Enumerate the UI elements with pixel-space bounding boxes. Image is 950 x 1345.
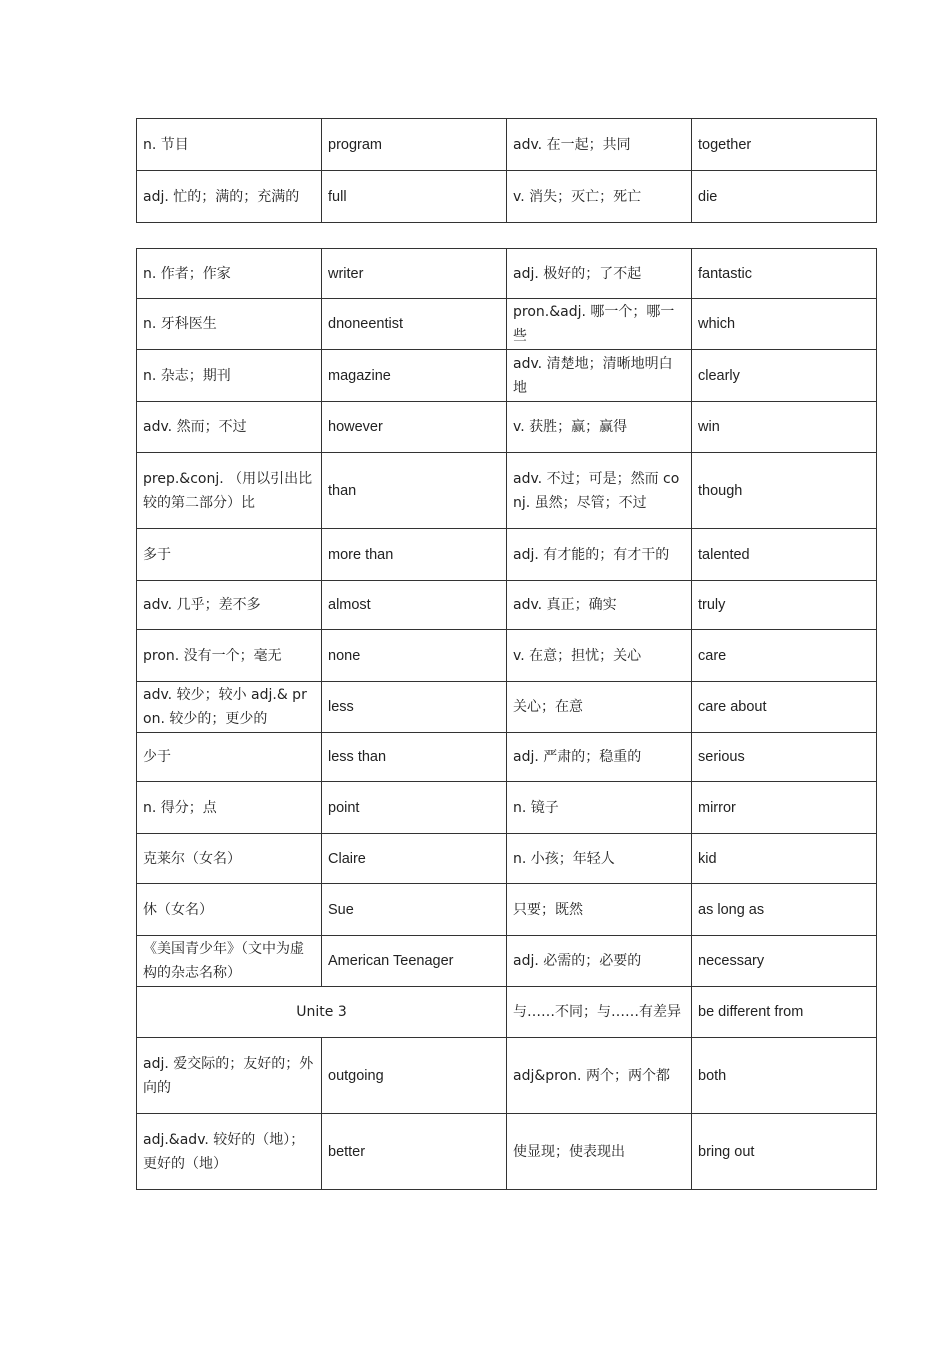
unit-heading-cell: Unite 3 — [137, 987, 507, 1038]
chinese-meaning-cell: adj. 严肃的；稳重的 — [507, 733, 692, 782]
chinese-meaning-cell: n. 杂志；期刊 — [137, 350, 322, 402]
english-word-cell: magazine — [322, 350, 507, 402]
english-word-cell: talented — [692, 529, 877, 581]
english-word-cell: better — [322, 1114, 507, 1190]
english-word-cell: less — [322, 682, 507, 733]
vocab-table-2 — [136, 248, 877, 1190]
chinese-meaning-cell: 使显现；使表现出 — [507, 1114, 692, 1190]
vocab-table-1 — [136, 118, 877, 223]
chinese-meaning-cell: 克莱尔（女名） — [137, 834, 322, 884]
table-row — [137, 782, 877, 834]
english-word-cell: outgoing — [322, 1038, 507, 1114]
english-word-cell: dnoneentist — [322, 299, 507, 350]
table-row — [137, 171, 877, 223]
chinese-meaning-cell: adv. 在一起；共同 — [507, 119, 692, 171]
table-row — [137, 1038, 877, 1114]
english-word-cell: American Teenager — [322, 936, 507, 987]
english-word-cell: writer — [322, 249, 507, 299]
table-row — [137, 630, 877, 682]
english-word-cell: clearly — [692, 350, 877, 402]
table-row — [137, 249, 877, 299]
english-word-cell: however — [322, 402, 507, 453]
chinese-meaning-cell: 少于 — [137, 733, 322, 782]
english-word-cell: fantastic — [692, 249, 877, 299]
english-word-cell: less than — [322, 733, 507, 782]
english-word-cell: than — [322, 453, 507, 529]
chinese-meaning-cell: 只要；既然 — [507, 884, 692, 936]
chinese-meaning-cell: pron. 没有一个；毫无 — [137, 630, 322, 682]
english-word-cell: mirror — [692, 782, 877, 834]
chinese-meaning-cell: pron.&adj. 哪一个；哪一些 — [507, 299, 692, 350]
english-word-cell: be different from — [692, 987, 877, 1038]
english-word-cell: both — [692, 1038, 877, 1114]
chinese-meaning-cell: v. 消失；灭亡；死亡 — [507, 171, 692, 223]
english-word-cell: together — [692, 119, 877, 171]
chinese-meaning-cell: n. 牙科医生 — [137, 299, 322, 350]
english-word-cell: none — [322, 630, 507, 682]
english-word-cell: die — [692, 171, 877, 223]
chinese-meaning-cell: n. 节目 — [137, 119, 322, 171]
chinese-meaning-cell: 休（女名） — [137, 884, 322, 936]
table-row — [137, 884, 877, 936]
chinese-meaning-cell: adj. 忙的；满的；充满的 — [137, 171, 322, 223]
chinese-meaning-cell: 《美国青少年》（文中为虚构的杂志名称） — [137, 936, 322, 987]
table-row — [137, 402, 877, 453]
chinese-meaning-cell: adv. 然而；不过 — [137, 402, 322, 453]
chinese-meaning-cell: prep.&conj. （用以引出比较的第二部分）比 — [137, 453, 322, 529]
english-word-cell: as long as — [692, 884, 877, 936]
english-word-cell: care — [692, 630, 877, 682]
english-word-cell: almost — [322, 581, 507, 630]
english-word-cell: Claire — [322, 834, 507, 884]
table-row — [137, 581, 877, 630]
table-row — [137, 936, 877, 987]
english-word-cell: bring out — [692, 1114, 877, 1190]
chinese-meaning-cell: adv. 较少；较小 adj.& pron. 较少的；更少的 — [137, 682, 322, 733]
english-word-cell: full — [322, 171, 507, 223]
table-row — [137, 987, 877, 1038]
table-row — [137, 682, 877, 733]
chinese-meaning-cell: adv. 不过；可是；然而 conj. 虽然；尽管；不过 — [507, 453, 692, 529]
table-row — [137, 119, 877, 171]
table-row — [137, 733, 877, 782]
table-row — [137, 453, 877, 529]
english-word-cell: program — [322, 119, 507, 171]
english-word-cell: more than — [322, 529, 507, 581]
english-word-cell: serious — [692, 733, 877, 782]
chinese-meaning-cell: adj&pron. 两个；两个都 — [507, 1038, 692, 1114]
table-row — [137, 834, 877, 884]
english-word-cell: kid — [692, 834, 877, 884]
english-word-cell: which — [692, 299, 877, 350]
chinese-meaning-cell: adv. 几乎；差不多 — [137, 581, 322, 630]
chinese-meaning-cell: n. 作者；作家 — [137, 249, 322, 299]
english-word-cell: win — [692, 402, 877, 453]
chinese-meaning-cell: adj. 必需的；必要的 — [507, 936, 692, 987]
chinese-meaning-cell: adj. 爱交际的；友好的；外向的 — [137, 1038, 322, 1114]
chinese-meaning-cell: n. 镜子 — [507, 782, 692, 834]
chinese-meaning-cell: 多于 — [137, 529, 322, 581]
chinese-meaning-cell: adv. 清楚地；清晰地明白地 — [507, 350, 692, 402]
chinese-meaning-cell: 关心；在意 — [507, 682, 692, 733]
english-word-cell: Sue — [322, 884, 507, 936]
chinese-meaning-cell: adv. 真正；确实 — [507, 581, 692, 630]
english-word-cell: though — [692, 453, 877, 529]
chinese-meaning-cell: adj.&adv. 较好的（地）；更好的（地） — [137, 1114, 322, 1190]
chinese-meaning-cell: adj. 有才能的；有才干的 — [507, 529, 692, 581]
table-row — [137, 1114, 877, 1190]
english-word-cell: point — [322, 782, 507, 834]
english-word-cell: care about — [692, 682, 877, 733]
chinese-meaning-cell: v. 在意；担忧；关心 — [507, 630, 692, 682]
table-row — [137, 529, 877, 581]
english-word-cell: truly — [692, 581, 877, 630]
chinese-meaning-cell: adj. 极好的；了不起 — [507, 249, 692, 299]
chinese-meaning-cell: n. 得分；点 — [137, 782, 322, 834]
english-word-cell: necessary — [692, 936, 877, 987]
table-row — [137, 299, 877, 350]
chinese-meaning-cell: v. 获胜；赢；赢得 — [507, 402, 692, 453]
chinese-meaning-cell: n. 小孩；年轻人 — [507, 834, 692, 884]
chinese-meaning-cell: 与……不同；与……有差异 — [507, 987, 692, 1038]
table-row — [137, 350, 877, 402]
